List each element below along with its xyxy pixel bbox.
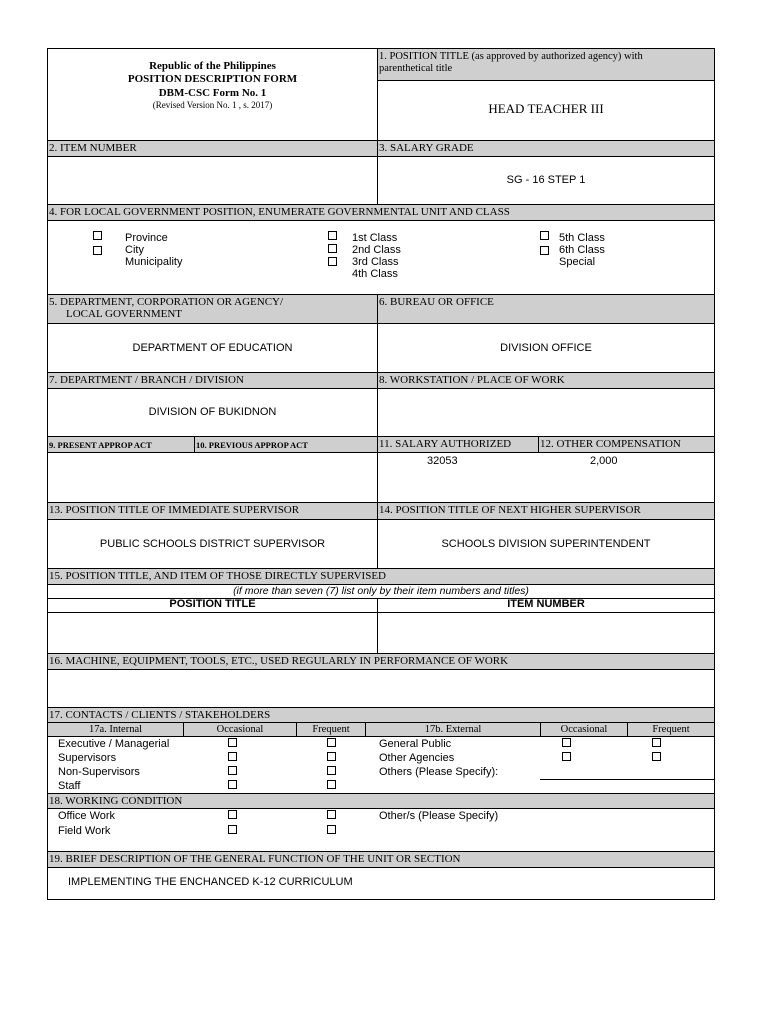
rule <box>48 156 714 157</box>
next-higher-supervisor-label: 14. POSITION TITLE OF NEXT HIGHER SUPERVISOR <box>379 504 641 516</box>
internal-item-supervisors: Supervisors <box>58 752 117 764</box>
6th-class-checkbox[interactable] <box>540 246 549 255</box>
col-item-number: ITEM NUMBER <box>507 598 585 610</box>
staff-frequent-checkbox[interactable] <box>327 780 336 789</box>
other-agencies-occasional-checkbox[interactable] <box>562 752 571 761</box>
other-compensation-value[interactable]: 2,000 <box>590 455 618 467</box>
form-header <box>48 60 377 111</box>
rule <box>538 436 539 453</box>
general-public-occasional-checkbox[interactable] <box>562 738 571 747</box>
general-public-frequent-checkbox[interactable] <box>652 738 661 747</box>
next-higher-supervisor-value[interactable]: SCHOOLS DIVISION SUPERINTENDENT <box>441 538 651 550</box>
machine-equipment-label: 16. MACHINE, EQUIPMENT, TOOLS, ETC., USED REGULARLY IN PERFORMANCE OF WORK <box>49 655 509 667</box>
internal-item-non-supervisors: Non-Supervisors <box>58 766 140 778</box>
working-condition-label: 18. WORKING CONDITION <box>49 795 183 807</box>
rule <box>48 294 714 295</box>
2nd-class-checkbox[interactable] <box>328 244 337 253</box>
rule <box>48 808 714 809</box>
rule <box>378 80 714 81</box>
special-label: Special <box>559 256 596 268</box>
header-country: Republic of the Philippines <box>149 60 276 72</box>
general-function-label: 19. BRIEF DESCRIPTION OF THE GENERAL FUNCTION OF THE UNIT OR SECTION <box>49 853 461 865</box>
rule <box>48 707 714 708</box>
office-work-occasional-checkbox[interactable] <box>228 810 237 819</box>
2nd-class-label: 2nd Class <box>352 244 401 256</box>
3rd-class-label: 3rd Class <box>352 256 399 268</box>
bureau-value[interactable]: DIVISION OFFICE <box>500 342 592 354</box>
rule <box>48 372 714 373</box>
position-title-value[interactable]: HEAD TEACHER III <box>488 101 604 116</box>
rule <box>48 851 714 852</box>
city-label: City <box>125 244 144 256</box>
rule <box>377 294 378 569</box>
rule <box>48 388 714 389</box>
frequent-header-external: Frequent <box>652 724 690 735</box>
internal-header: 17a. Internal <box>88 724 143 735</box>
external-header: 17b. External <box>424 724 482 735</box>
salary-authorized-label: 11. SALARY AUTHORIZED <box>379 438 512 450</box>
1st-class-checkbox[interactable] <box>328 231 337 240</box>
present-approp-label: 9. PRESENT APPROP ACT <box>49 440 152 450</box>
occasional-header-internal: Occasional <box>216 724 264 735</box>
rule <box>48 653 714 654</box>
field-work-frequent-checkbox[interactable] <box>327 825 336 834</box>
executive-frequent-checkbox[interactable] <box>327 738 336 747</box>
municipality-label: Municipality <box>125 256 183 268</box>
rule <box>48 452 714 453</box>
rule <box>48 436 714 437</box>
4th-class-label: 4th Class <box>352 268 398 280</box>
other-conditions-label: Other/s (Please Specify) <box>379 810 499 822</box>
province-label: Province <box>125 232 168 244</box>
rule <box>48 867 714 868</box>
rule <box>48 568 714 569</box>
header-form-title: POSITION DESCRIPTION FORM <box>127 73 298 85</box>
branch-division-label: 7. DEPARTMENT / BRANCH / DIVISION <box>49 374 244 386</box>
local-gov-label: 4. FOR LOCAL GOVERNMENT POSITION, ENUMERATE GOVERNMENTAL UNIT AND CLASS <box>49 206 510 218</box>
occasional-header-external: Occasional <box>560 724 608 735</box>
internal-item-executive: Executive / Managerial <box>58 738 170 750</box>
rule <box>48 220 714 221</box>
supervisors-occasional-checkbox[interactable] <box>228 752 237 761</box>
department-value[interactable]: DEPARTMENT OF EDUCATION <box>132 342 293 354</box>
non-supervisors-occasional-checkbox[interactable] <box>228 766 237 775</box>
city-checkbox[interactable] <box>93 246 102 255</box>
rule <box>48 323 714 324</box>
rule <box>48 204 714 205</box>
workstation-label: 8. WORKSTATION / PLACE OF WORK <box>379 374 565 386</box>
rule <box>48 612 714 613</box>
rule <box>48 519 714 520</box>
position-title-label-2: parenthetical title <box>379 63 453 74</box>
external-item-general-public: General Public <box>379 738 452 750</box>
internal-item-staff: Staff <box>58 780 81 792</box>
rule <box>48 502 714 503</box>
supervisors-frequent-checkbox[interactable] <box>327 752 336 761</box>
salary-authorized-value[interactable]: 32053 <box>427 455 458 467</box>
header-revision: (Revised Version No. 1 , s. 2017) <box>152 100 273 110</box>
immediate-supervisor-value[interactable]: PUBLIC SCHOOLS DISTRICT SUPERVISOR <box>99 538 326 550</box>
staff-occasional-checkbox[interactable] <box>228 780 237 789</box>
directly-supervised-note: (if more than seven (7) list only by their item numbers and titles) <box>233 585 529 597</box>
1st-class-label: 1st Class <box>352 232 398 244</box>
field-work-label: Field Work <box>58 825 111 837</box>
3rd-class-checkbox[interactable] <box>328 257 337 266</box>
branch-division-value[interactable]: DIVISION OF BUKIDNON <box>148 406 277 418</box>
rule <box>194 436 195 453</box>
frequent-header-internal: Frequent <box>312 724 350 735</box>
other-agencies-frequent-checkbox[interactable] <box>652 752 661 761</box>
salary-grade-value[interactable]: SG - 16 STEP 1 <box>506 174 586 186</box>
immediate-supervisor-label: 13. POSITION TITLE OF IMMEDIATE SUPERVISOR <box>49 504 300 516</box>
field-work-occasional-checkbox[interactable] <box>228 825 237 834</box>
salary-grade-label: 3. SALARY GRADE <box>379 142 474 154</box>
external-item-others: Others (Please Specify): <box>379 766 499 778</box>
office-work-frequent-checkbox[interactable] <box>327 810 336 819</box>
header-form-number: DBM-CSC Form No. 1 <box>158 87 267 99</box>
non-supervisors-frequent-checkbox[interactable] <box>327 766 336 775</box>
rule <box>540 779 714 780</box>
department-label: 5. DEPARTMENT, CORPORATION OR AGENCY/ <box>49 296 284 308</box>
col-position-title: POSITION TITLE <box>169 598 256 610</box>
5th-class-label: 5th Class <box>559 232 605 244</box>
rule <box>48 669 714 670</box>
executive-occasional-checkbox[interactable] <box>228 738 237 747</box>
previous-approp-label: 10. PREVIOUS APPROP ACT <box>196 440 308 450</box>
6th-class-label: 6th Class <box>559 244 605 256</box>
rule <box>48 736 714 737</box>
bureau-label: 6. BUREAU OR OFFICE <box>379 296 494 308</box>
5th-class-checkbox[interactable] <box>540 231 549 240</box>
rule <box>48 140 714 141</box>
department-label-2: LOCAL GOVERNMENT <box>66 308 182 320</box>
rule <box>48 793 714 794</box>
general-function-value[interactable]: IMPLEMENTING THE ENCHANCED K-12 CURRICULUM <box>68 876 353 888</box>
item-number-label: 2. ITEM NUMBER <box>49 142 137 154</box>
other-compensation-label: 12. OTHER COMPENSATION <box>540 438 681 450</box>
province-checkbox[interactable] <box>93 231 102 240</box>
position-title-label: 1. POSITION TITLE (as approved by authorized agency) with <box>379 51 643 62</box>
directly-supervised-label: 15. POSITION TITLE, AND ITEM OF THOSE DIRECTLY SUPERVISED <box>49 570 386 582</box>
office-work-label: Office Work <box>58 810 116 822</box>
external-item-other-agencies: Other Agencies <box>379 752 455 764</box>
contacts-label: 17. CONTACTS / CLIENTS / STAKEHOLDERS <box>49 709 271 721</box>
